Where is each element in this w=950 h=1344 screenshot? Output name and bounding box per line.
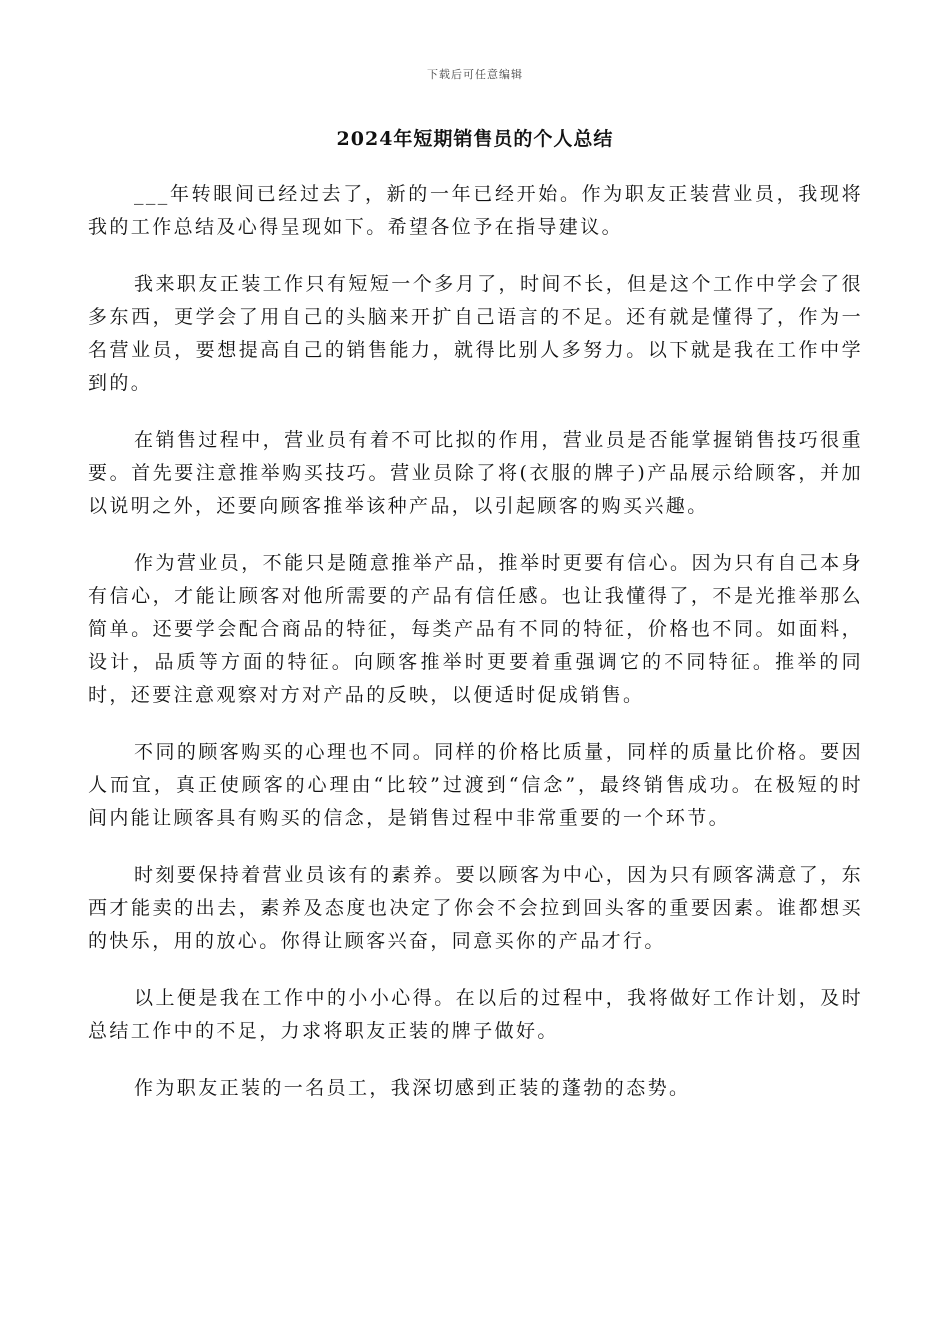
header-note: 下载后可任意编辑 (427, 68, 523, 81)
paragraph-1: ___年转眼间已经过去了，新的一年已经开始。作为职友正装营业员，我现将我的工作总结及心得呈现如下。希望各位予在指导建议。 (88, 183, 863, 238)
paragraph-7: 以上便是我在工作中的小小心得。在以后的过程中，我将做好工作计划，及时总结工作中的不足，力求将职友正装的牌子做好。 (88, 987, 863, 1042)
paragraph-4: 作为营业员，不能只是随意推举产品，推举时更要有信心。因为只有自己本身有信心，才能让顾客对他所需要的产品有信任感。也让我懂得了，不是光推举那么简单。还要学会配合商品的特征，每类产品有不同的特征，价格也不同。如面料，设计，品质等方面的特征。向顾客推举时更要着重强调它的不同特征。推举的同时，还要注意观察对方对产品的反映，以便适时促成销售。 (88, 552, 863, 706)
document-body (88, 178, 863, 1129)
paragraph-2: 我来职友正装工作只有短短一个多月了，时间不长，但是这个工作中学会了很多东西，更学会了用自己的头脑来开扩自己语言的不足。还有就是懂得了，作为一名营业员，要想提高自己的销售能力，就得比别人多努力。以下就是我在工作中学到的。 (88, 273, 863, 394)
paragraph-5: 不同的顾客购买的心理也不同。同样的价格比质量，同样的质量比价格。要因人而宜，真正使顾客的心理由“比较”过渡到“信念”，最终销售成功。在极短的时间内能让顾客具有购买的信念，是销售过程中非常重要的一个环节。 (88, 741, 863, 829)
document-title: 2024年短期销售员的个人总结 (336, 128, 614, 150)
paragraph-8: 作为职友正装的一名员工，我深切感到正装的蓬勃的态势。 (134, 1077, 691, 1099)
paragraph-6: 时刻要保持着营业员该有的素养。要以顾客为中心，因为只有顾客满意了，东西才能卖的出去，素养及态度也决定了你会不会拉到回头客的重要因素。谁都想买的快乐，用的放心。你得让顾客兴奋，同意买你的产品才行。 (88, 864, 863, 952)
paragraph-3: 在销售过程中，营业员有着不可比拟的作用，营业员是否能掌握销售技巧很重要。首先要注意推举购买技巧。营业员除了将(衣服的牌子)产品展示给顾客，并加以说明之外，还要向顾客推举该种产品，以引起顾客的购买兴趣。 (88, 429, 863, 517)
